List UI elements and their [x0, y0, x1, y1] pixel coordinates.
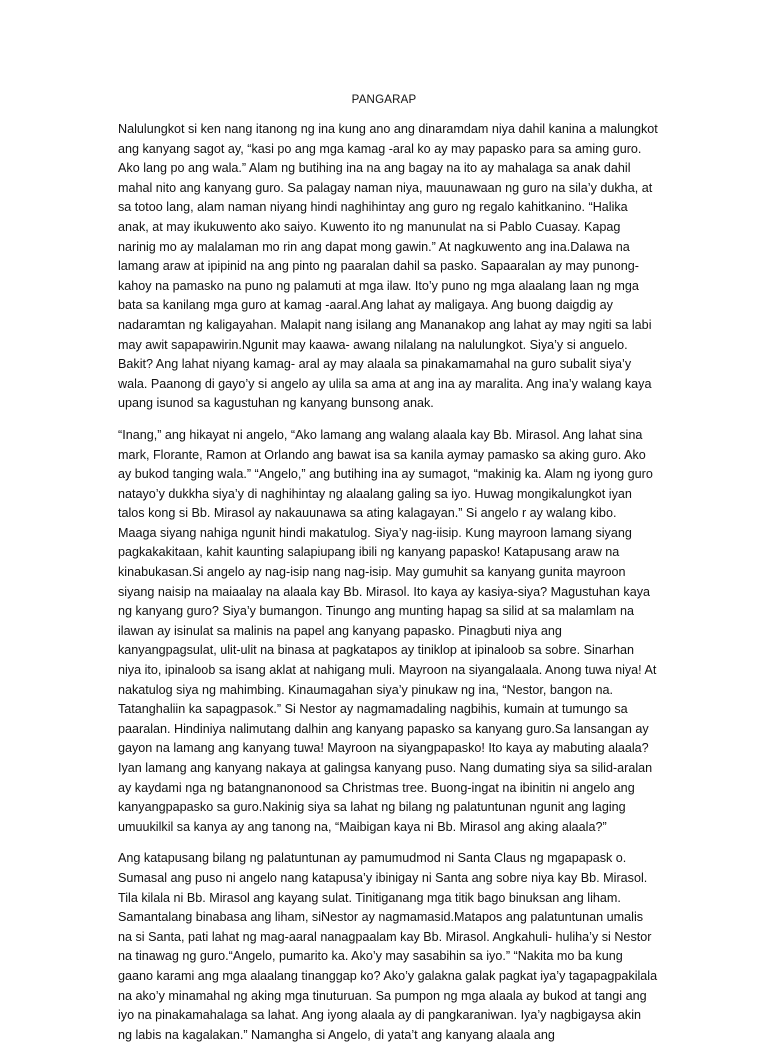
page-title: PANGARAP	[351, 94, 417, 106]
paragraph-1: Nalulungkot si ken nang itanong ng ina kung ano ang dinaramdam niya dahil kanina a malungkot ang kanyang sagot ay, “kasi po ang mga kamag -aral ko ay may papasko para sa aming guro. Ako lang po ang wala.” Alam ng butihing ina na ang bagay na ito ay mahalaga sa anak dahil mahal nito ang kanyang guro. Sa palagay naman niya, mauunawaan ng guro na sila’y dukha, at sa totoo lang, alam naman niyang hindi naghihintay ang guro ng regalo kahitkanino. “Halika anak, at may ikukuwento ako saiyo. Kuwento ito ng manunulat na si Pablo Cuasay. Kapag narinig mo ay malalaman mo rin ang dapat mong gawin.” At nagkuwento ang ina.Dalawa na lamang araw at ipipinid na ang pinto ng paaralan dahil sa pasko. Sapaaralan ay may punong-kahoy na pamasko na puno ng palamuti at mga ilaw. Ito’y puno ng mga alaalang laan ng mga bata sa kanilang mga guro at kamag -aaral.Ang lahat ay maligaya. Ang buong daigdig ay nadaramtan ng kaligayahan. Malapit nang isilang ang Mananakop ang lahat ay may ngiti sa labi may awit sapapawirin.Ngunit may kaawa- awang nilalang na nalulungkot. Siya’y si anguelo. Bakit? Ang lahat niyang kamag- aral ay may alaala sa pinakamamahal na guro subalit siya’y wala. Paanong di gayo’y si angelo ay ulila sa ama at ang ina ay maralita. Ang ina’y walang kaya upang isunod sa kagustuhan ng kanyang bunsong anak.	[118, 122, 658, 411]
document-body	[118, 120, 658, 1057]
paragraph-2: “Inang,” ang hikayat ni angelo, “Ako lamang ang walang alaala kay Bb. Mirasol. Ang lahat sina mark, Florante, Ramon at Orlando ang bawat isa sa kanila aymay pamasko sa aking guro. Ako ay bukod tanging wala.” “Angelo,” ang butihing ina ay sumagot, “makinig ka. Alam ng iyong guro natayo’y dukkha siya’y di naghihintay ng alaalang galing sa iyo. Huwag mongikalungkot iyan talos kong si Bb. Mirasol ay nakauunawa sa ating kalagayan.” Si angelo r ay walang kibo. Maaga siyang nahiga ngunit hindi makatulog. Siya’y nag-iisip. Kung mayroon lamang siyang pagkakakitaan, kahit kaunting salapiupang ibili ng kanyang papasko! Katapusang araw na kinabukasan.Si angelo ay nag-isip nang nag-isip. May gumuhit sa kanyang gunita mayroon siyang naisip na maiaalay na alaala kay Bb. Mirasol. Ito kaya ay kasiya-siya? Magustuhan kaya ng kanyang guro? Siya’y bumangon. Tinungo ang munting hapag sa silid at sa malamlam na ilawan ay isinulat sa malinis na papel ang kanyang papasko. Pinagbuti niya ang kanyangpagsulat, ulit-ulit na binasa at pagkatapos ay tiniklop at ipinaloob sa sobre. Sinarhan niya ito, ipinaloob sa isang aklat at nahigang muli. Mayroon na siyangalaala. Anong tuwa niya! At nakatulog siya ng mahimbing. Kinaumagahan siya’y pinukaw ng ina, “Nestor, bangon na. Tatanghaliin ka sapagpasok.” Si Nestor ay nagmamadaling nagbihis, kumain at tumungo sa paaralan. Hindiniya nalimutang dalhin ang kanyang papasko sa kanyang guro.Sa lansangan ay gayon na lamang ang kanyang tuwa! Mayroon na siyangpapasko! Ito kaya ay mabuting alaala? Iyan lamang ang kanyang nakaya at galingsa kanyang puso. Nang dumating siya sa silid-aralan ay kaydami nga ng batangnanonood sa Christmas tree. Buong-ingat na ibinitin ni angelo ang kanyangpapasko sa guro.Nakinig siya sa lahat ng bilang ng palatuntunan ngunit ang laging umuukilkil sa kanya ay ang tanong na, “Maibigan kaya ni Bb. Mirasol ang aking alaala?”	[118, 427, 657, 834]
paragraph-3: Ang katapusang bilang ng palatuntunan ay pamumudmod ni Santa Claus ng mgapapask o. Sumasal ang puso ni angelo nang katapusa’y ibinigay ni Santa ang sobre niya kay Bb. Mirasol. Tila kilala ni Bb. Mirasol ang kayang sulat. Tinitiganang mga titik bago binuksan ang liham. Samantalang binabasa ang liham, siNestor ay nagmamasid.Matapos ang palatuntunan umalis na si Santa, pati lahat ng mag-aaral nanagpaalam kay Bb. Mirasol. Angkahuli- huliha’y si Nestor na tinawag ng guro.“Angelo, pumarito ka. Ako’y may sasabihin sa iyo.” “Nakita mo ba kung gaano karami ang mga alaalang tinanggap ko? Ako’y galakna galak pagkat iya’y tagapagpakilala na ako’y minamahal ng aking mga tinuturuan. Sa pumpon ng mga alaala ay bukod at tangi ang iyo na pinakamahalaga sa lahat. Ang iyong alaala ay di pangkaraniwan. Iya’y nagbigaysa akin ng labis na kagalakan.” Namangha si Angelo, di yata’t ang kanyang alaala ang	[118, 851, 658, 1042]
